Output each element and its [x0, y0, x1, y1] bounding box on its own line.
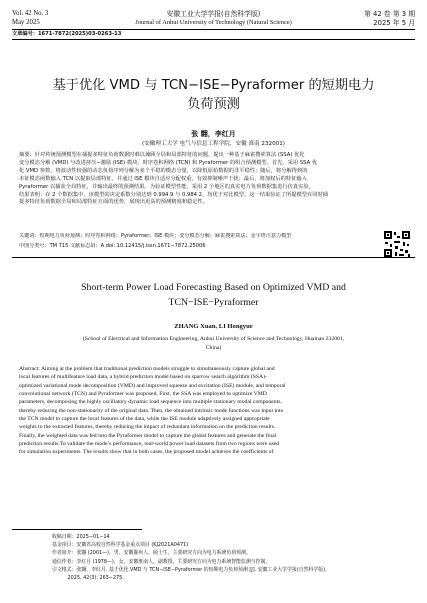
abstract-cn-line: 化 VMD 参数，将波动性较强的动态负荷序列分解为多个平稳的模态分量，以降低原始数据的非平稳性；随后，将分解得到的	[19, 167, 308, 174]
abstract-en-line: parameters, decomposing the highly oscillatory dynamic load sequence into multiple stationary modal components,	[19, 399, 282, 406]
footnote-rule	[12, 529, 142, 530]
header-rule-thin	[12, 39, 415, 40]
abstract-cn-line: Pyraformer 以捕获全局特征，并输出最终的预测结果。为验证模型性能，采用 2 个地区的真实电力负荷数据集进行仿真实验。	[19, 183, 314, 190]
title-cn-line1: 基于优化 VMD 与 TCN−ISE−Pyraformer 的短期电力	[52, 78, 375, 93]
publication-month: May 2025	[12, 19, 40, 26]
footnote-funding: 基金项目：安徽省高校自然科学基金重点项目 (KJ2021A0471)	[52, 542, 189, 549]
affiliation-en-line2: China)	[205, 345, 222, 351]
article-number: 文章编号：1671-7872(2025)03-0263-13	[12, 31, 122, 37]
publication-month-cn: 2025 年 5 月	[373, 19, 415, 27]
footnote-received-date: 收稿日期：2025−01−14	[52, 534, 110, 540]
classification-line: 中图分类号：TM 715 文献标志码：A doi: 10.12415/j.issn.1671−7872.25006	[19, 243, 206, 249]
abstract-cn-line: 变分模态分解 (VMD) 与改进挤压−激励 (ISE) 模块、时序卷积网络 (TCN) 和 Pyraformer 的组合预测模型。首先，采用 SSA 优	[19, 159, 318, 166]
volume-issue: Vol. 42 No. 3	[12, 10, 49, 17]
footnote-author-bio: 作者简介：张翾 (2001—)，男，安徽滁州人，硕士生，主要研究方向为电力系统负荷预测。	[52, 550, 251, 557]
footnote-citation-cont: 2025, 42(3): 263−275.	[52, 575, 124, 582]
authors-cn: 张 翾，李红月	[191, 130, 236, 138]
abstract-cn-line: 本征模态函数输入 TCN 以提取局部特征，并通过 ISE 模块自适应分配权重，有效抑制噪声干扰；最后，将加权后的特征输入	[19, 175, 307, 182]
abstract-en-line: weights to the extracted features, thereby reducing the impact of redundant information on the prediction results.	[19, 424, 276, 431]
journal-name-cn: 安徽工业大学学报(自然科学版)	[166, 10, 261, 18]
abstract-en-line: Finally, the weighted data was fed into the Pyraformer model to capture the global features and generate the final	[19, 432, 277, 439]
title-en-line2: TCN−ISE−Pyraformer	[168, 297, 259, 308]
abstract-en-line: thereby reducing the non-stationarity of the original data. Then, the obtained intrinsic mode functions was input into	[19, 407, 284, 414]
volume-issue-cn: 第 42 卷 第 3 期	[364, 10, 415, 18]
abstract-en-line: prediction results.To validate the mode’s performance, real-world power load datasets from two regions were used	[19, 441, 280, 448]
abstract-cn-line: 捉多特征负荷数据全局和局部特征方面的优势，展现出更高的预测精度和稳定性。	[19, 199, 208, 206]
affiliation-cn: (安徽理工大学 电气与信息工程学院，安徽 淮南 232001)	[142, 141, 285, 147]
abstract-en-line: local features of multifeature load data, a hybrid prediction model based on sparrow search algorithm (SSA)-	[19, 374, 267, 381]
section-rule	[12, 257, 415, 258]
journal-name-en: Journal of Anhui University of Technology (Natural Science)	[135, 19, 292, 26]
abstract-en-line: optimized variational mode decomposition (VMD) and improved squeeze and excitation (ISE) module, and temporal	[19, 382, 286, 389]
keywords-cn: 关键词：短期电力负荷预测；时序卷积网络；Pyraformer；ISE 模块；变分模态分解；麻雀搜索算法；金字塔注意力模型	[19, 233, 292, 239]
qr-code-icon	[384, 231, 410, 257]
abstract-cn-line: 结果表明：在 2 个数据集中，该模型的决定系数分别达到 0.994 9 与 0.984 2，均优于对比模型。这一结果验证了所提模型在同时捕	[19, 191, 329, 198]
abstract-en	[19, 365, 408, 457]
authors-en: ZHANG Xuan, LI Hongyue	[174, 323, 253, 330]
abstract-cn-line: 摘要：针对传统预测模型在捕捉多特征负荷数据时难以兼顾全局和局部特征的问题，提出一种基于麻雀搜索算法 (SSA) 优化	[19, 152, 305, 158]
abstract-cn	[19, 152, 408, 207]
affiliation-en-line1: (School of Electrical and Information Engineering, Anhui University of Science and Technology, Huainan 232001,	[82, 336, 345, 342]
title-en-line1: Short-term Power Load Forecasting Based on Optimized VMD and	[81, 282, 346, 293]
footnotes	[52, 533, 412, 582]
footnote-corresponding-author: 通信作者：李红月 (1978—)，女，安徽淮南人，副教授，主要研究方向为电力系统智能监测与控制。	[52, 558, 271, 565]
abstract-en-line: Abstract: Aiming at the problem that traditional prediction models struggle to simultaneously capture global and	[19, 366, 275, 372]
abstract-en-line: the TCN model to capture the local features of the data, while the ISE module adaptively assigned appropriate	[19, 416, 270, 423]
abstract-en-line: for simulation experiments. The results show that in both cases, the proposed model achieves the coefficients of	[19, 449, 274, 456]
abstract-en-line: convolutional network (TCN) and Pyraformer was proposed. First, the SSA was employed to optimize VMD	[19, 391, 267, 398]
title-cn-line2: 负荷预测	[187, 97, 240, 112]
footnote-citation: 引文格式：张翾，李红月. 基于优化 VMD 与 TCN−ISE−Pyraformer 的短期电力负荷预测 [J]. 安徽工业大学学报(自然科学版)，	[52, 566, 331, 573]
header-rule	[12, 29, 415, 30]
